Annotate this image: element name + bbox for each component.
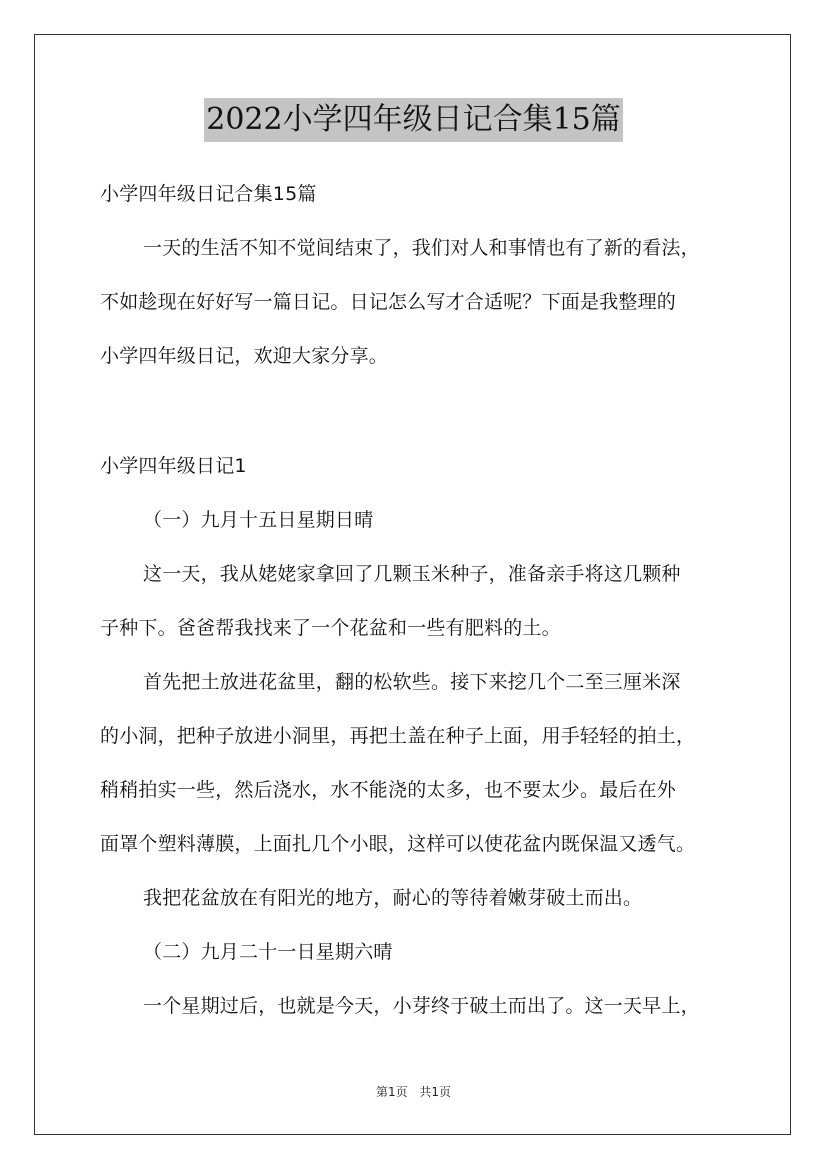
page-total: 共1页 xyxy=(419,1085,452,1099)
title-container xyxy=(0,98,827,142)
paragraph-line: 一个星期过后，也就是今天，小芽终于破土而出了。这一天早上， xyxy=(143,995,700,1017)
section-heading: 小学四年级日记1 xyxy=(100,455,247,477)
page-number: 第1页 xyxy=(375,1085,408,1099)
page-footer xyxy=(0,1083,827,1101)
paragraph-line: 小学四年级日记，欢迎大家分享。 xyxy=(100,345,389,367)
paragraph-line: 不如趁现在好好写一篇日记。日记怎么写才合适呢？下面是我整理的 xyxy=(100,291,677,313)
paragraph-line: 稍稍拍实一些，然后浇水，水不能浇的太多，也不要太少。最后在外 xyxy=(100,779,677,801)
paragraph-line: 面罩个塑料薄膜，上面扎几个小眼，这样可以使花盆内既保温又透气。 xyxy=(100,833,696,855)
paragraph-line: 这一天，我从姥姥家拿回了几颗玉米种子，准备亲手将这几颗种 xyxy=(143,563,681,585)
paragraph-line: 的小洞，把种子放进小洞里，再把土盖在种子上面，用手轻轻的拍土， xyxy=(100,725,696,747)
document-title: 2022小学四年级日记合集15篇 xyxy=(204,98,623,142)
subtitle-line: 小学四年级日记合集15篇 xyxy=(100,183,317,205)
paragraph-line: 我把花盆放在有阳光的地方，耐心的等待着嫩芽破土而出。 xyxy=(143,887,643,909)
paragraph-line: 子种下。爸爸帮我找来了一个花盆和一些有肥料的土。 xyxy=(100,617,561,639)
paragraph-line: 首先把土放进花盆里，翻的松软些。接下来挖几个二至三厘米深 xyxy=(143,671,681,693)
entry-date-heading: （一）九月十五日星期日晴 xyxy=(143,509,374,531)
paragraph-line: 一天的生活不知不觉间结束了，我们对人和事情也有了新的看法， xyxy=(143,237,700,259)
entry-date-heading: （二）九月二十一日星期六晴 xyxy=(143,941,393,963)
